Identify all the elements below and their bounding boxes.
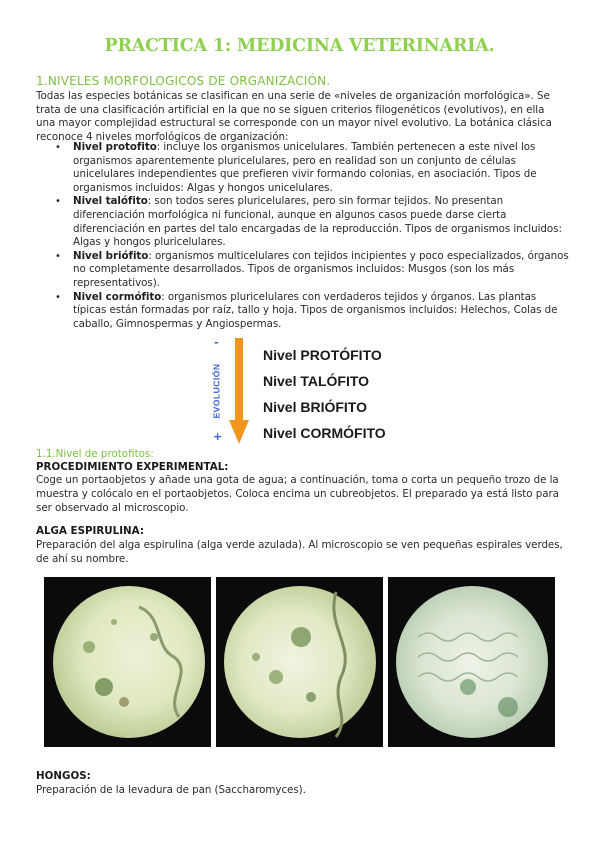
list-item [36,141,570,195]
specimen-icon [44,577,211,747]
down-arrow-icon [229,334,249,446]
levels-list [36,141,570,331]
hongos-heading: HONGOS: [36,770,91,782]
microscope-photo [388,577,555,747]
intro-paragraph: Todas las especies botánicas se clasifican en una serie de «niveles de organización morfológica». Se trata de una clasificación artificial en la que no se siguen criterios filogenéticos (evolutivos), en ella una mayor complejidad estructural se corresponde con un mayor nivel evolutivo. La botánica clásica reconoce 4 niveles morfológicos de organización: [36,90,552,143]
levels-labels [263,342,386,446]
bullet-icon: • [55,196,61,208]
alga-heading: ALGA ESPIRULINA: [36,525,144,537]
evolution-diagram [205,334,395,446]
page-title: PRACTICA 1: MEDICINA VETERINARIA. [104,36,495,56]
section-heading: 1.NIVELES MORFOLOGICOS DE ORGANIZACIÓN. [36,74,331,88]
list-item [36,195,570,249]
list-item-term: Nivel talófito [73,195,148,208]
list-item-text: : organismos multicelulares con tejidos incipientes y poco especializados, órganos no completamente desarrollados. Tipos de organismos incluidos: Musgos (son los más representativos). [73,249,569,289]
hongos-paragraph: Preparación de la levadura de pan (Saccharomyces). [36,784,306,796]
list-item [36,291,570,332]
list-item-term: Nivel protofito [73,141,157,153]
level-cormofito-label: Nivel CORMÓFITO [263,425,386,441]
subsection-heading: 1.1.Nivel de protofitos: [36,448,154,460]
list-item-text: : incluye los organismos unicelulares. También pertenecen a este nivel los organismos aparentemente pluricelulares, pero en realidad son un conjunto de células unicelulares independientes que prefieren vivir formando colonias, en asociación. Tipos de organismos incluidos: Algas y hongos unicelulares. [73,141,537,194]
evolution-axis-label: EVOLUCIÓN [211,363,222,419]
bullet-icon: • [55,250,61,262]
list-item-term: Nivel cormófito [73,290,162,303]
specimen-icon [388,577,555,747]
list-item-text: : son todos seres pluricelulares, pero sin formar tejidos. No presentan diferenciación morfológica ni funcional, aunque en algunos casos puede darse cierta diferenciación en partes del talo encargadas de la reproducción. Tipos de organismos incluidos: Algas y hongos pluricelulares. [73,195,562,249]
microscope-photo [216,577,383,747]
list-item [36,250,570,291]
plus-sign: + [213,430,223,443]
bullet-icon: • [55,291,61,303]
level-protofito-label: Nivel PROTÓFITO [263,347,382,363]
procedure-paragraph: Coge un portaobjetos y añade una gota de agua; a continuación, toma o corta un pequeño trozo de la muestra y colócalo en el portaobjetos. Coloca encima un cubreobjetos. El preparado ya está listo para ser observado al microscopio. [36,474,559,514]
minus-sign: - [214,336,219,349]
bullet-icon: • [55,142,61,153]
procedure-heading: PROCEDIMIENTO EXPERIMENTAL: [36,461,229,473]
list-item-text: : organismos pluricelulares con verdaderos tejidos y órganos. Las plantas típicas están formadas por raíz, tallo y hoja. Tipos de organismos incluidos: Helechos, Colas de caballo, Gimnospermas y Angiospermas. [73,290,558,330]
microscope-photo [44,577,211,747]
level-talofito-label: Nivel TALÓFITO [263,373,370,389]
list-item-term: Nivel briófito [73,249,149,262]
level-briofito-label: Nivel BRIÓFITO [263,399,367,415]
specimen-icon [216,577,383,747]
alga-paragraph: Preparación del alga espirulina (alga verde azulada). Al microscopio se ven pequeñas espirales verdes, de ahí su nombre. [36,539,563,565]
